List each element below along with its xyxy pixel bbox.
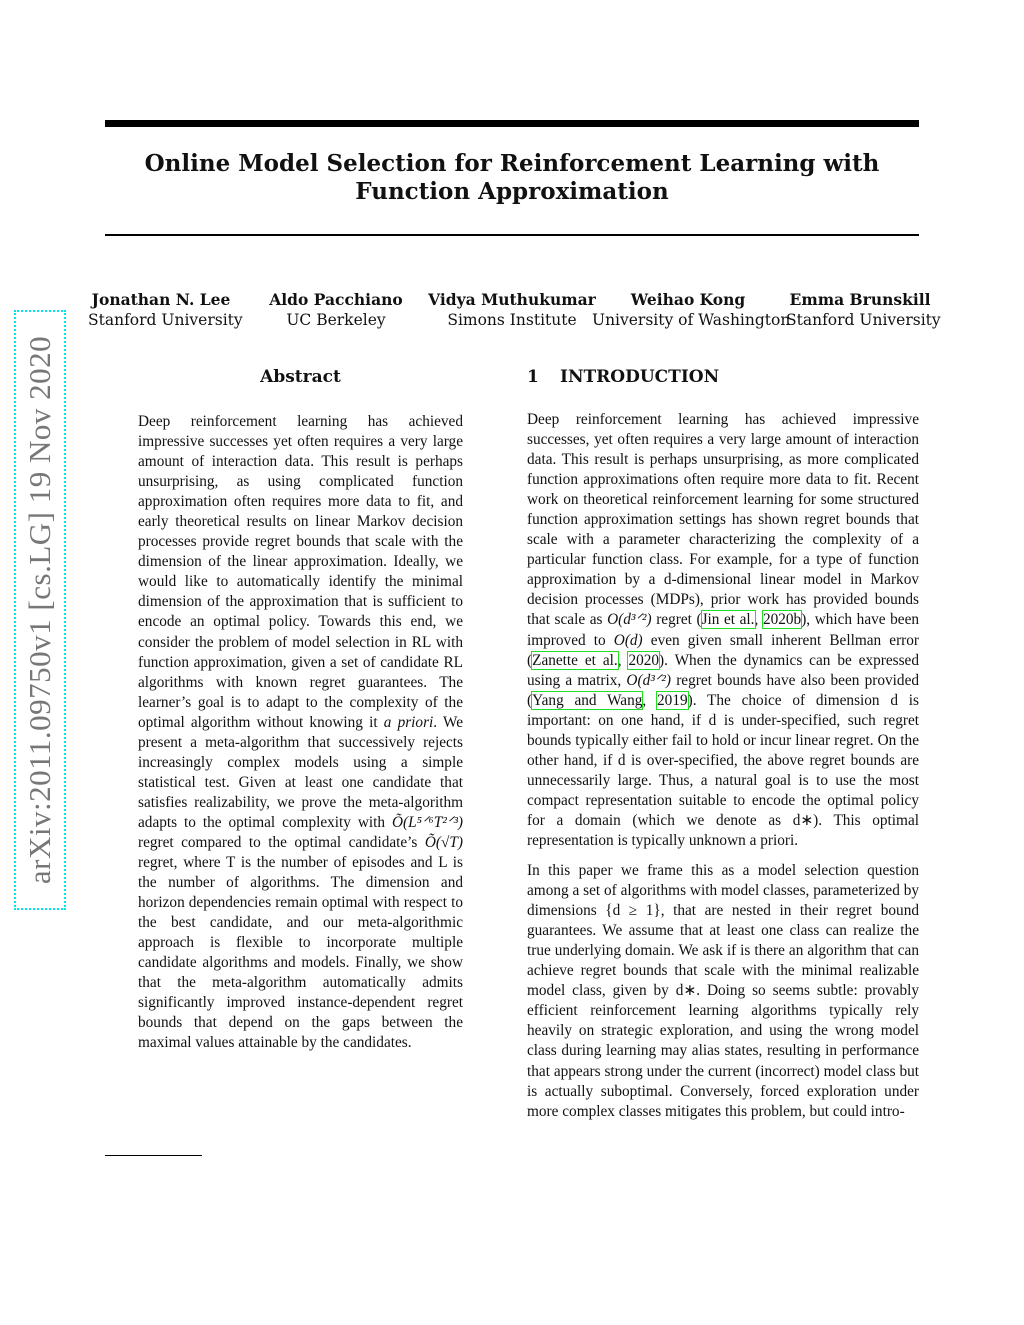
paragraph: In this paper we frame this as a model selection question among a set of algorithms with model classes, parameterized by dimensions {d ≥ 1}, that are nested in their regret bound guarantees. We assume that at least one class can realize the true underlying domain. We ask if is there an algorithm that can achieve regret bounds that scale with the minimal realizable model class, given by d∗. Doing so seems subtle: provably efficient reinforcement learning algorithms typically rely heavily on strategic exploration, and using the wrong model class during learning may alias states, resulting in performance that appears strong under the current (incorrect) model class but is actually suboptimal. Conversely, forced exploration under more complex classes mitigates this problem, but could intro- [527, 862, 919, 1120]
arxiv-identifier: arXiv:2011.09750v1 [cs.LG] 19 Nov 2020 [22, 335, 57, 885]
author-affiliation: Simons Institute [447, 311, 577, 329]
citation-link[interactable]: 2020 [628, 651, 660, 669]
author-name: Vidya Muthukumar [428, 290, 596, 309]
author-affiliation: University of Washington [592, 311, 791, 329]
author-block [786, 290, 941, 330]
abstract-body: Deep reinforcement learning has achieved impressive successes yet often requires a very large amount of interaction data. This result is perhaps unsurprising, as using complicated function approximation often requires more data to fit, and early theoretical results on linear Markov decision processes provide regret bounds that scale with the dimension of the linear approximation. Ideally, we would like to automatically identify the minimal dimension of the approximation that is sufficient to encode an optimal policy. Towards this end, we consider the problem of model selection in RL with function approximation, given a set of candidate RL algorithms with known regret guarantees. The learner’s goal is to adapt to the complexity of the optimal algorithm without knowing it a priori. We present a meta-algorithm that successively rejects increasingly complex models using a simple statistical test. Given at least one candidate that satisfies realizability, we prove the meta-algorithm adapts to the optimal complexity with Õ(L⁵ᐟ⁶T²ᐟ³) regret compared to the optimal candidate’s Õ(√T) regret, where T is the number of episodes and L is the number of algorithms. The dimension and horizon dependencies remain optimal with respect to the best candidate, and our meta-algorithmic approach is flexible to incorporate multiple candidate algorithms and models. Finally, we show that the meta-algorithm automatically admits significantly improved instance-dependent regret bounds that depend on the gaps between the maximal values attainable by the candidates. [138, 413, 464, 1052]
citation-link[interactable]: Yang and Wang [532, 691, 643, 709]
author-name: Emma Brunskill [789, 290, 931, 309]
author-name: Jonathan N. Lee [91, 290, 231, 309]
section-heading: 1 INTRODUCTION [527, 367, 720, 387]
math-expression: Õ(L⁵ᐟ⁶T²ᐟ³) [391, 813, 463, 831]
author-name: Weihao Kong [630, 290, 746, 309]
citation-link[interactable]: 2019 [657, 691, 688, 709]
math-expression: Õ(√T) [424, 833, 463, 851]
math-expression: O(d) [613, 631, 643, 649]
author-block [428, 290, 596, 330]
citation-link[interactable]: 2020b [762, 611, 802, 629]
introduction-body [527, 410, 919, 1122]
math-expression: O(d³ᐟ²) [607, 611, 652, 629]
paper-title: Online Model Selection for Reinforcement Learning with Function Approximation [144, 150, 880, 205]
author-block [592, 290, 791, 330]
abstract-heading: Abstract [260, 367, 341, 387]
title-bottom-rule [105, 234, 919, 236]
author-block [88, 290, 243, 330]
math-expression: O(d³ᐟ²) [626, 671, 671, 689]
author-name: Aldo Pacchiano [269, 290, 403, 309]
author-affiliation: Stanford University [786, 311, 941, 329]
author-affiliation: Stanford University [88, 311, 243, 329]
author-affiliation: UC Berkeley [286, 311, 386, 329]
paragraph: Deep reinforcement learning has achieved impressive successes, yet often requires a very large amount of interaction data. This result is perhaps unsurprising, as more complicated function approximations often require more data to fit. Recent work on theoretical reinforcement learning for some structured function approximation settings has shown regret bounds that scale with a parameter characterizing the complexity of a particular function class. For example, for a type of function approximation by a d-dimensional linear model in Markov decision processes (MDPs), prior work has provided bounds that scale as O(d³ᐟ²) regret (Jin et al., 2020b), which have been improved to O(d) even given small inherent Bellman error (Zanette et al., 2020). When the dynamics can be expressed using a matrix, O(d³ᐟ²) regret bounds have also been provided (Yang and Wang, 2019). The choice of dimension d is important: on one hand, if d is under-specified, such regret bounds typically either fail to hold or incur linear regret. On the other hand, if d is over-specified, the above regret bounds are unnecessarily large. Thus, a natural goal is to use the most compact representation suitable to encode the optimal policy for a domain (which we denote as d∗). This optimal representation is typically unknown a priori. [527, 411, 920, 849]
citation-link[interactable]: Jin et al. [701, 611, 755, 629]
author-block [268, 290, 404, 330]
citation-link[interactable]: Zanette et al. [532, 651, 618, 669]
footnote-rule [105, 1155, 202, 1156]
title-top-rule [105, 120, 919, 127]
arxiv-stamp [14, 310, 66, 910]
